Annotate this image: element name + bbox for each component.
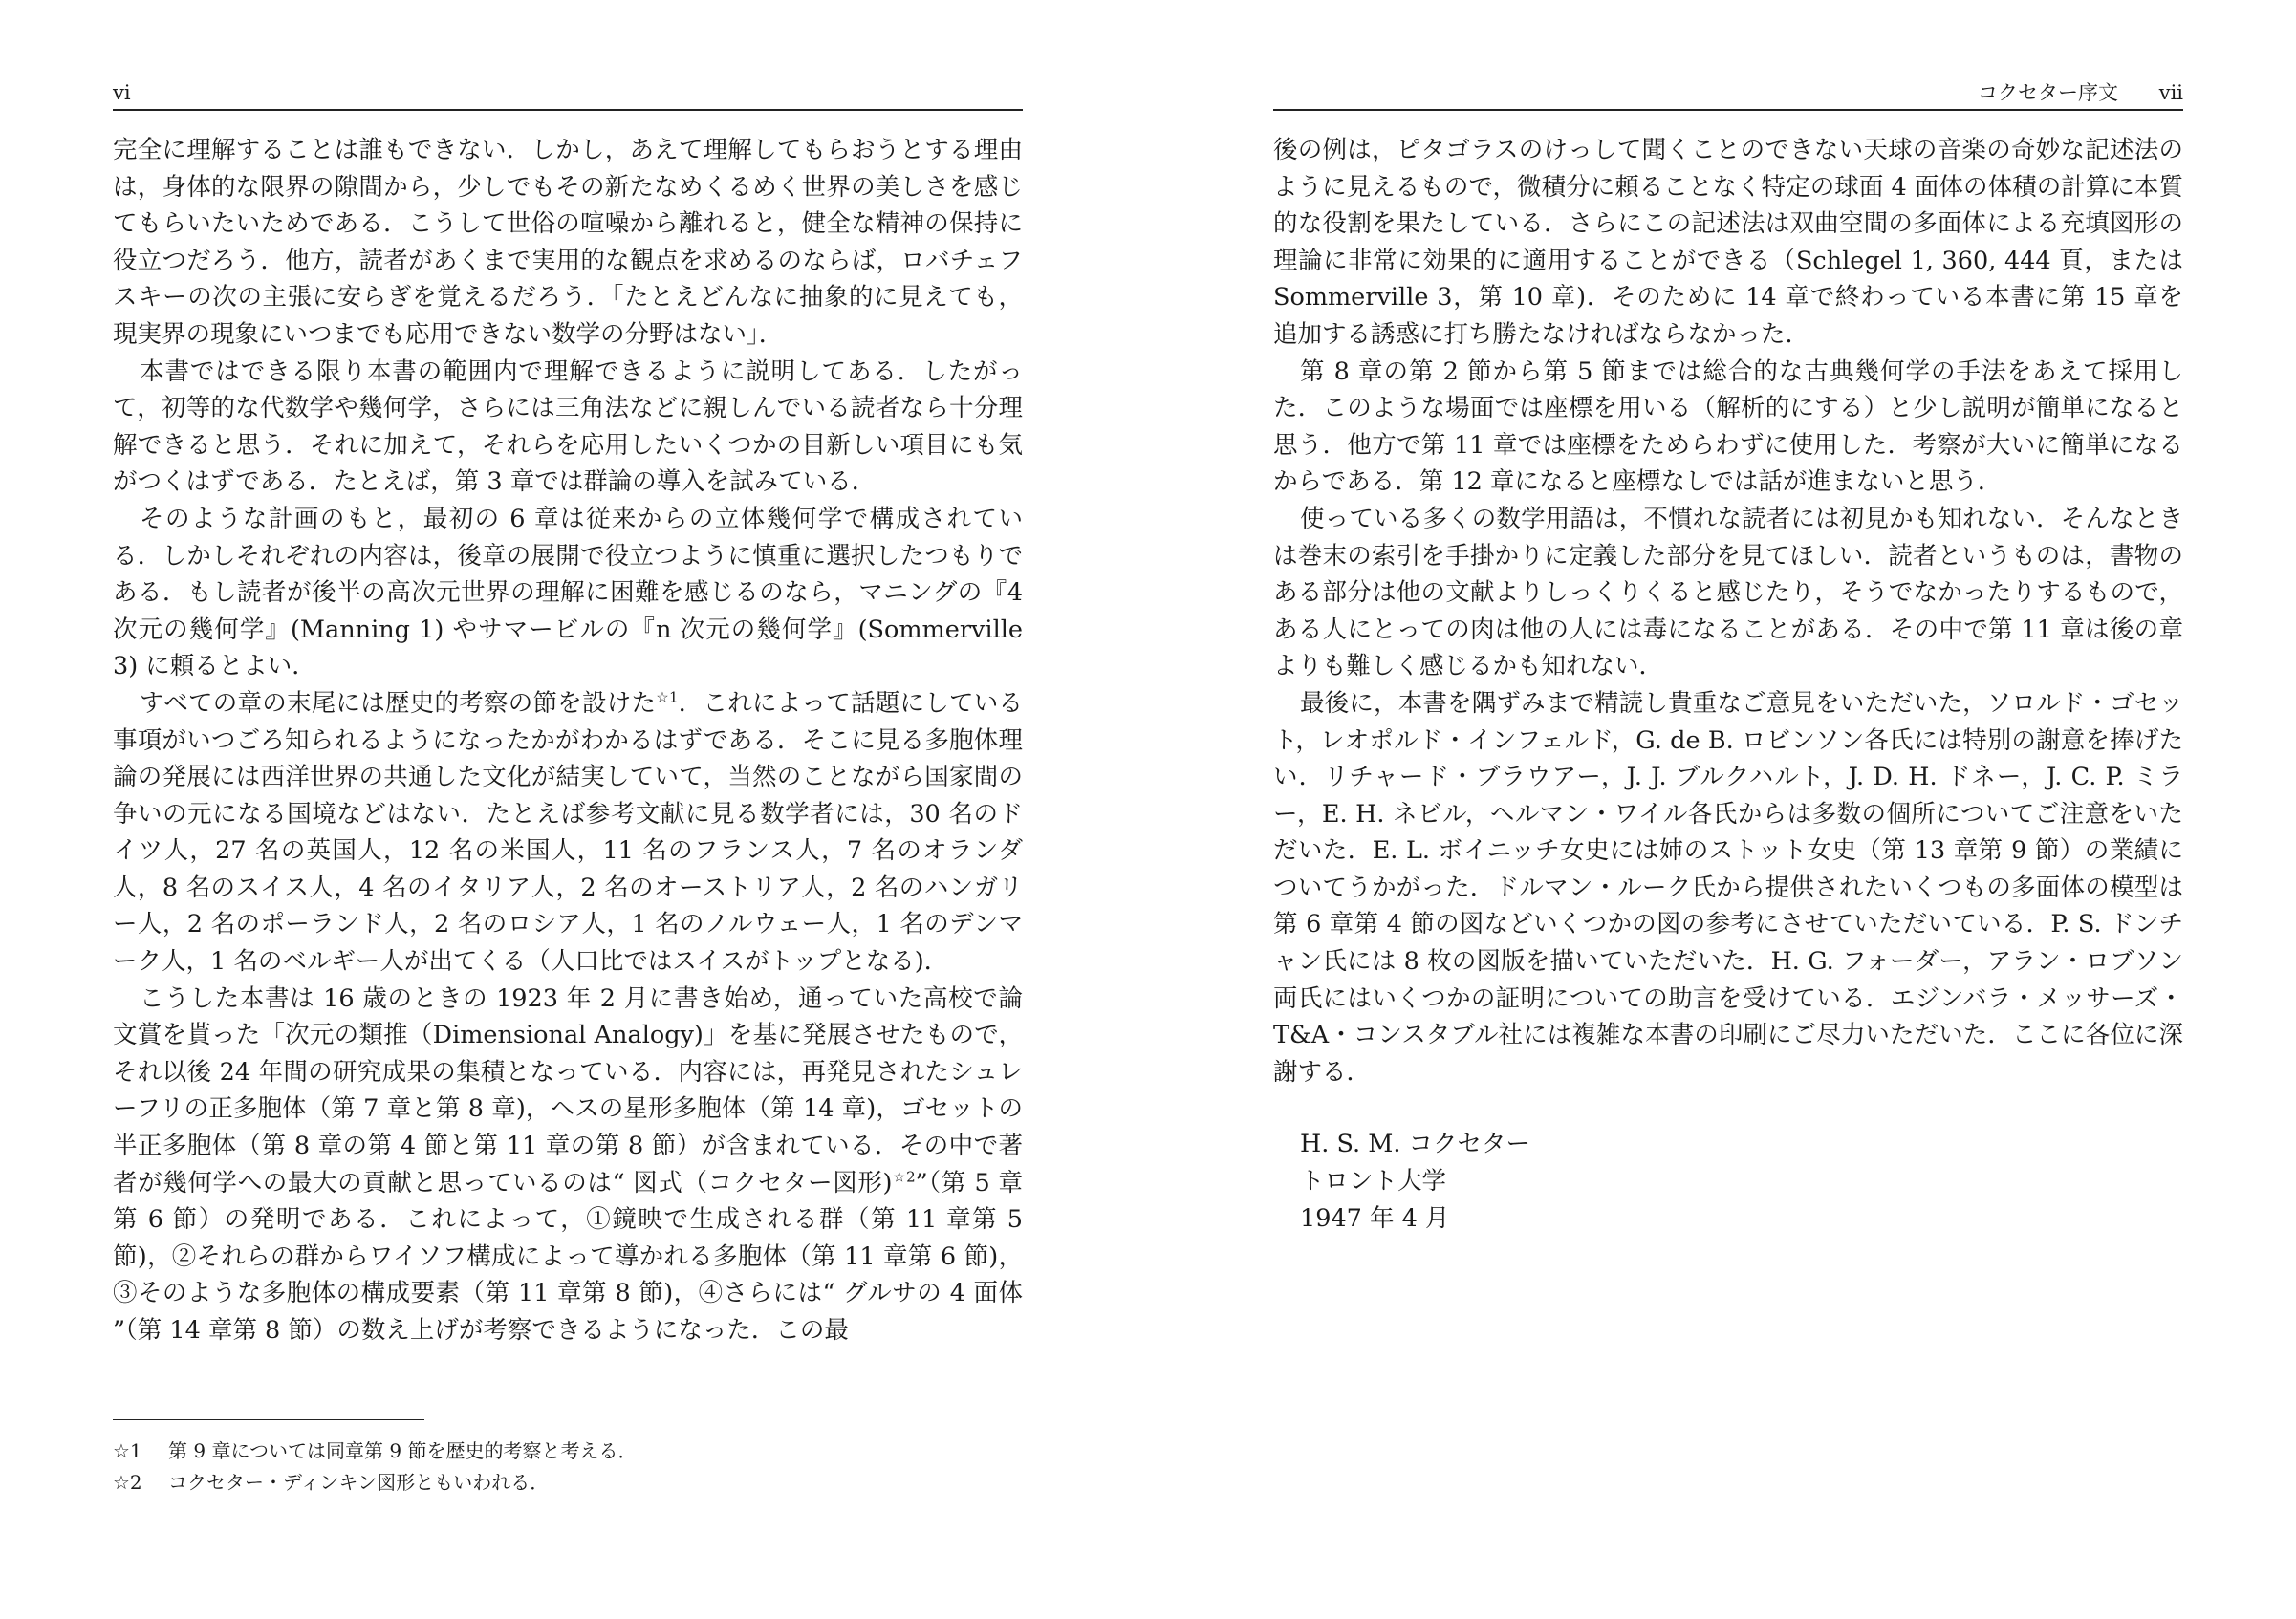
author-affiliation: トロント大学 [1300, 1167, 1447, 1196]
left-page-number: vi [113, 81, 131, 104]
paragraph-text: ．これによって話題にしている事項がいつごろ知られるようになったかがわかるはずである．そこに見る多胞体理論の発展には西洋世界の共通した文化が結実していて，当然のことながら国家間の争いの元になる国境などはない．たとえば参考文献に見る数学者には，30 名のドイツ人，27 名の英国人，12 名の米国人，11 名のフランス人，7 名のオランダ人，8 名のスイス人，4 名のイタリア人，2 名のオーストリア人，2 名のハンガリー人，2 名のポーランド人，2 名のロシア人，1 名のノルウェー人，1 名のデンマーク人，1 名のベルギー人が出てくる（人口比ではスイスがトップとなる)． [113, 688, 1023, 977]
footnotes [113, 1436, 1023, 1499]
footnote-text: 第 9 章については同章第 9 節を歴史的考察と考える． [168, 1439, 638, 1462]
running-title: コクセター序文 [1978, 81, 2118, 104]
paragraph: そのような計画のもと，最初の 6 章は従来からの立体幾何学で構成されている．しかしそれぞれの内容は，後章の展開で役立つように慎重に選択したつもりである．もし読者が後半の高次元世界の理解に困難を感じるのなら，マニングの『4 次元の幾何学』(Manning 1) やサマービルの『n 次元の幾何学』(Sommerville 3) に頼るとよい． [113, 504, 1023, 681]
paragraph-text: すべての章の末尾には歴史的考察の節を設けた [140, 688, 657, 718]
paragraph [113, 685, 1023, 981]
footnote-text: コクセター・ディンキン図形ともいわれる． [168, 1471, 550, 1494]
paragraph: 完全に理解することは誰もできない．しかし，あえて理解してもらおうとする理由は，身体的な限界の隙間から，少しでもその新たなめくるめく世界の美しさを感じてもらいたいためである．こうして世俗の喧噪から離れると，健全な精神の保持に役立つだろう．他方，読者があくまで実用的な観点を求めるのならば，ロバチェフスキーの次の主張に安らぎを覚えるだろう．「たとえどんなに抽象的に見えても，現実界の現象にいつまでも応用できない数学の分野はない」． [113, 136, 1023, 349]
footnote-mark: ☆2 [113, 1471, 142, 1494]
footnote-ref-2[interactable]: ☆2 [892, 1168, 916, 1186]
footnote-mark: ☆1 [113, 1439, 142, 1462]
footnote-1 [113, 1436, 1023, 1467]
signature-date: 1947 年 4 月 [1300, 1204, 1450, 1233]
paragraph: 使っている多くの数学用語は，不慣れな読者には初見かも知れない．そんなときは巻末の索引を手掛かりに定義した部分を見てほしい．読者というものは，書物のある部分は他の文献よりしっくりくると感じたり，そうでなかったりするもので，ある人にとっての肉は他の人には毒になることがある．その中で第 11 章は後の章よりも難しく感じるかも知れない． [1273, 504, 2183, 681]
right-running-head [1273, 80, 2183, 111]
paragraph: 最後に，本書を隅ずみまで精読し貴重なご意見をいただいた，ソロルド・ゴセット，レオポルド・インフェルド，G. de B. ロビンソン各氏には特別の謝意を捧げたい．リチャード・ブラウアー，J. J. ブルクハルト，J. D. H. ドネー，J. C. P. ミラー，E. H. ネビル，ヘルマン・ワイル各氏からは多数の個所についてご注意をいただいた．E. L. ボイニッチ女史には姉のストット女史（第 13 章第 9 節）の業績についてうかがった．ドルマン・ルーク氏から提供されたいくつもの多面体の模型は第 6 章第 4 節の図などいくつかの図の参考にさせていただいている．P. S. ドンチャン氏には 8 枚の図版を描いていただいた．H. G. フォーダー，アラン・ロブソン両氏にはいくつかの証明についての助言を受けている．エジンバラ・メッサーズ・T&A・コンスタブル社には複雑な本書の印刷にご尽力いただいた．ここに各位に深謝する． [1273, 688, 2183, 1087]
footnote-2 [113, 1467, 1023, 1499]
paragraph: 後の例は，ピタゴラスのけっして聞くことのできない天球の音楽の奇妙な記述法のように見えるもので，微積分に頼ることなく特定の球面 4 面体の体積の計算に本質的な役割を果たしている．さらにこの記述法は双曲空間の多面体による充填図形の理論に非常に効果的に適用することができる（Schlegel 1, 360, 444 頁，または Sommerville 3，第 10 章)．そのために 14 章で終わっている本書に第 15 章を追加する誘惑に打ち勝たなければならなかった． [1273, 136, 2183, 349]
left-body-text [113, 132, 1023, 1349]
right-page-number: vii [2158, 81, 2183, 104]
paragraph [113, 981, 1023, 1349]
paragraph-text: こうした本書は 16 歳のときの 1923 年 2 月に書き始め，通っていた高校で論文賞を貰った「次元の類推（Dimensional Analogy)」を基に発展させたもので，それ以後 24 年間の研究成果の集積となっている．内容には，再発見されたシュレーフリの正多胞体（第 7 章と第 8 章)，ヘスの星形多胞体（第 14 章)，ゴセットの半正多胞体（第 8 章の第 4 節と第 11 章の第 8 節）が含まれている．その中で著者が幾何学への最大の貢献と思っているのは“ 図式（コクセター図形) [113, 983, 1023, 1198]
paragraph: 本書ではできる限り本書の範囲内で理解できるように説明してある．したがって，初等的な代数学や幾何学，さらには三角法などに親しんでいる読者なら十分理解できると思う．それに加えて，それらを応用したいくつかの目新しい項目にも気がつくはずである．たとえば，第 3 章では群論の導入を試みている． [113, 356, 1023, 497]
paragraph-text: ”（第 5 章第 6 節）の発明である．これによって，①鏡映で生成される群（第 11 章第 5 節)，②それらの群からワイソフ構成によって導かれる多胞体（第 11 章第 6 節)，③そのような多胞体の構成要素（第 11 章第 8 節)，④さらには“ グルサの 4 面体 ”（第 14 章第 8 節）の数え上げが考察できるようになった．この最 [113, 1168, 1023, 1345]
signature-block [1300, 1126, 1530, 1238]
footnote-ref-1[interactable]: ☆1 [656, 688, 679, 706]
author-name: H. S. M. コクセター [1300, 1130, 1531, 1158]
paragraph: 第 8 章の第 2 節から第 5 節までは総合的な古典幾何学の手法をあえて採用した．このような場面では座標を用いる（解析的にする）と少し説明が簡単になると思う．他方で第 11 章では座標をためらわずに使用した．考察が大いに簡単になるからである．第 12 章になると座標なしでは話が進まないと思う． [1273, 356, 2183, 497]
right-body-text [1273, 132, 2183, 1090]
left-running-head [113, 80, 1023, 111]
footnote-divider [113, 1419, 424, 1420]
